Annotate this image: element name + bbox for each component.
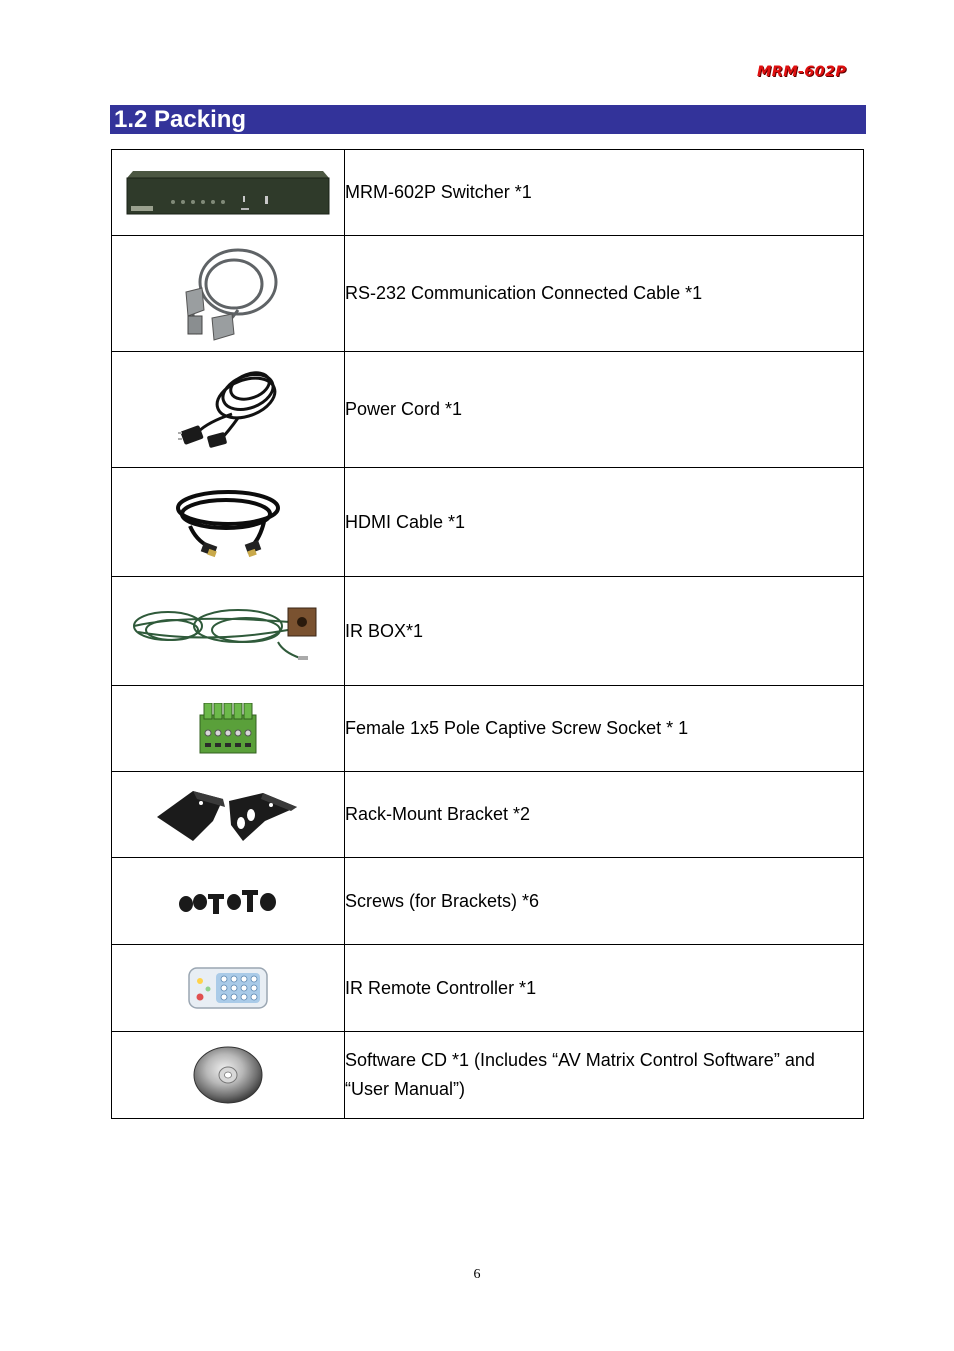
- table-row: [112, 150, 864, 236]
- item-label: Female 1x5 Pole Captive Screw Socket * 1: [345, 686, 864, 772]
- screws-icon: [178, 886, 278, 916]
- item-label: HDMI Cable *1: [345, 468, 864, 577]
- item-image-cell: [112, 468, 345, 577]
- table-row: [112, 686, 864, 772]
- table-row: [112, 352, 864, 468]
- item-image-cell: [112, 858, 345, 945]
- item-label: MRM-602P Switcher *1: [345, 150, 864, 236]
- table-row: [112, 236, 864, 352]
- item-label: Power Cord *1: [345, 352, 864, 468]
- item-image-cell: [112, 1032, 345, 1119]
- item-label: IR Remote Controller *1: [345, 945, 864, 1032]
- item-image-cell: [112, 150, 345, 236]
- screw-socket-icon: [198, 703, 258, 755]
- item-image-cell: [112, 945, 345, 1032]
- rs232-cable-icon: [168, 244, 288, 344]
- item-image-cell: [112, 236, 345, 352]
- power-cord-icon: [168, 362, 288, 458]
- item-image-cell: [112, 686, 345, 772]
- item-label: IR BOX*1: [345, 577, 864, 686]
- table-row: [112, 468, 864, 577]
- item-image-cell: [112, 352, 345, 468]
- software-cd-icon: [193, 1045, 263, 1105]
- packing-table: [111, 149, 864, 1119]
- switcher-icon: [125, 168, 331, 218]
- ir-box-icon: [128, 596, 328, 666]
- section-title: 1.2 Packing: [110, 105, 866, 134]
- table-row: [112, 1032, 864, 1119]
- item-label: Screws (for Brackets) *6: [345, 858, 864, 945]
- hdmi-cable-icon: [168, 482, 288, 562]
- table-row: [112, 772, 864, 858]
- brand-logo: MRM-602P: [757, 64, 847, 80]
- item-image-cell: [112, 577, 345, 686]
- ir-remote-icon: [188, 967, 268, 1009]
- item-image-cell: [112, 772, 345, 858]
- rack-bracket-icon: [153, 785, 303, 845]
- table-row: [112, 858, 864, 945]
- table-row: [112, 945, 864, 1032]
- page-number: 6: [473, 1267, 481, 1282]
- item-label: RS-232 Communication Connected Cable *1: [345, 236, 864, 352]
- item-label: Rack-Mount Bracket *2: [345, 772, 864, 858]
- table-row: [112, 577, 864, 686]
- item-label: Software CD *1 (Includes “AV Matrix Control Software” and “User Manual”): [345, 1032, 864, 1119]
